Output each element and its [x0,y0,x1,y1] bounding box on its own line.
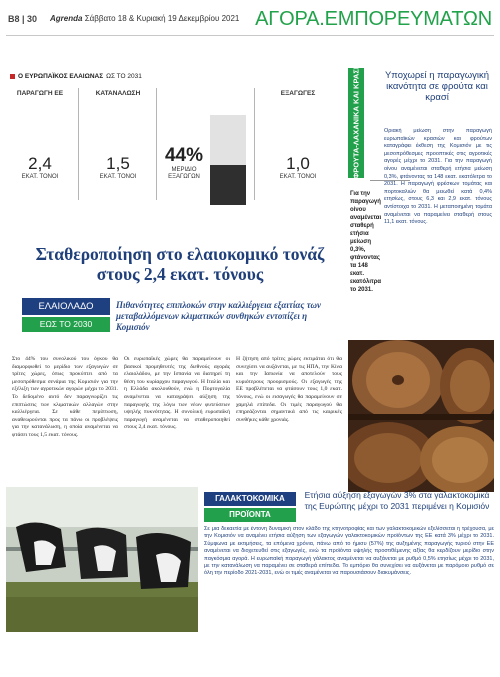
production-stat [10,90,70,200]
tag-until-2030: ΕΩΣ ΤΟ 2030 [22,317,110,332]
divider [156,88,157,200]
export-share-label: ΜΕΡΙΔΙΟ ΕΞΑΓΩΓΩΝ [168,167,200,180]
sidebar-title: Υποχωρεί η παραγωγική ικανότητα σε φρούτα και κρασί [384,70,490,103]
production-unit: ΕΚΑΤ. ΤΟΝΟΙ [21,174,59,180]
olive-infographic [10,70,340,210]
barrels-illustration [348,340,494,492]
tag-products: ΠΡΟΪΟΝΤΑ [204,508,296,522]
consumption-value: 1,5 [106,154,130,173]
tag-olive-oil: ΕΛΑΙΟΛΑΔΟ [22,298,110,315]
dairy-tags [204,492,296,522]
article-column-2: Οι ευρωπαϊκές χώρες θα παραμείνουν οι βασικοί προμηθευτές της διεθνούς αγοράς ελαιολάδου, με την Ισπανία να διατηρεί τη θέση του κυρίαρχου παραγωγού. Η Ιταλία και η Ελλάδα ακολουθούν, ενώ η Πορτογαλία αναμένεται να καταγράψει αύξηση της παραγωγής της λόγω των νέων φυτεύσεων υψηλής πυκνότητας. Η συνολική ευρωπαϊκή παραγωγή αναμένεται να σταθεροποιηθεί στους 2,4 εκατ. τόνους. [124,356,230,431]
divider [78,88,79,200]
red-square-icon [10,74,15,79]
page-header [6,4,494,36]
exports-stat [262,90,334,200]
sidebar-pullquote: Για την παραγωγή οίνου αναμένεται σταθερή ετήσια μείωση 0,3%, φτάνοντας τα 148 εκατ. εκατόλιτρα το 2031. [350,191,382,293]
wine-barrels-photo [348,340,494,492]
sidebar-body: Οριακή μείωση στην παραγωγή ευρωπαϊκών κρασιών και φρούτων καταγράφει έκθεση της Κομισιόν με τις μεσοπρόθεσμες προοπτικές στις αγροτικές αγορές μέχρι το 2031. Για την παραγωγή οίνου αναμένεται σταθερή ετήσια μείωση 0,3%, φτάνοντας τα 148 εκατ. εκατόλιτρα το 2031. Η παραγωγή φρέσκων τομάτας και πορτοκαλιών θα μειωθεί κατά 0,4% ετησίως, στους 6,3 και 2,9 εκατ. τόνους αντίστοιχα το 2031. Η μεταποιημένη τομάτα αναμένεται να παραμείνει σταθερή στους 11,1 εκατ. τόνους. [384,128,492,226]
consumption-unit: ΕΚΑΤ. ΤΟΝΟΙ [99,174,137,180]
dairy-cows-photo [6,487,198,632]
exports-value: 1,0 [286,154,310,173]
tag-dairy: ΓΑΛΑΚΤΟΚΟΜΙΚΑ [204,492,296,506]
exports-unit: ΕΚΑΤ. ΤΟΝΟΙ [279,174,317,180]
consumption-stat [88,90,148,200]
dairy-headline: Ετήσια αύξηση εξαγωγών 3% στα γαλακτοκομικά της Ευρώπης μέχρι το 2031 περιμένει η Κομισιόν [304,490,490,511]
article-tags [22,298,110,332]
consumption-label: ΚΑΤΑΝΑΛΩΣΗ [95,90,141,97]
article-subhead: Πιθανότητες επιπλοκών στην καλλιέργεια εξαιτίας των μεταβαλλόμενων κλιματικών συνθηκών εντοπίζει η Κομισιόν [116,300,321,332]
infographic-title [10,70,142,82]
article-column-1: Στο 44% του συνολικού του όγκου θα διαμορφωθεί το μερίδιο των εξαγωγών σε τρίτες χώρες, όπως προκύπτει από τα μεσοπρόθεσμα σενάρια της Κομισιόν για την εξέλιξη των αγροτικών αγορών μέχρι το 2031. Το δεδομένο αυτό δεν παραγνωρίζει τις επιπτώσεις των κλιματικών αλλαγών στην καλλιέργεια. Σε κάθε περίπτωση, αναθεωρούνται προς τα πάνω οι προβλέψεις για την κατανάλωση, η οποία αναμένεται να φτάσει τους 1,5 εκατ. τόνους. [12,356,118,438]
exports-label: ΕΞΑΓΩΓΕΣ [280,90,316,97]
infographic-title-text: Ο ΕΥΡΩΠΑΪΚΟΣ ΕΛΑΙΩΝΑΣ [18,72,104,80]
export-share-fill [210,165,246,205]
vertical-tab-label: ΦΡΟΥΤΑ-ΛΑΧΑΝΙΚΑ ΚΑΙ ΚΡΑΣΙ [351,67,361,179]
cows-illustration [6,487,198,632]
paper-name: Agrenda [50,14,83,23]
production-value: 2,4 [28,154,52,173]
production-label: ΠΑΡΑΓΩΓΗ ΕΕ [16,90,64,97]
article-column-3: Η ζήτηση από τρίτες χώρες εκτιμάται ότι θα συνεχίσει να αυξάνεται, με τις ΗΠΑ, την Κίνα και την Ιαπωνία να αποτελούν τους κυριότερους προορισμούς. Οι εξαγωγές της ΕΕ προβλέπεται να φτάσουν τους 1,0 εκατ. τόνους, ενώ οι εισαγωγές θα παραμείνουν σε χαμηλά επίπεδα. Οι τιμές παραγωγού θα επηρεάζονται σημαντικά από τις καιρικές συνθήκες κάθε χρονιάς. [236,356,342,423]
section-title: ΑΓΟΡΑ.ΕΜΠΟΡΕΥΜΑΤΩΝ [255,8,492,30]
divider [254,88,255,200]
fruit-wine-sidebar [348,68,492,330]
vertical-tab [348,68,364,178]
infographic-subtitle: ΩΣ ΤΟ 2031 [106,72,142,80]
paper-info [50,14,239,23]
page-number: B8 | 30 [8,14,38,24]
article-headline: Σταθεροποίηση στο ελαιοκομικό τονάζ στους 2,4 εκατ. τόνους [35,244,325,284]
dairy-body: Σε μια δεκαετία με έντονη δυναμική στον κλάδο της κτηνοτροφίας και των γαλακτοκομικών εξελίσσεται η τρέχουσα, με την Κομισιόν να αναμένει ετήσια αύξηση των εξαγωγών γαλακτοκομικών προϊόντων της ΕΕ κατά 3% μέχρι το 2031. Σύμφωνα με εκτιμήσεις, τα επόμενα χρόνια, πάνω από το ήμισυ (57%) της αυξημένης παραγωγής τυριού στην ΕΕ αναμένεται να διοχετευθεί στις εξαγωγές, ενώ τα προϊόντα υψηλής προστιθέμενης αξίας θα κερδίζουν μερίδιο στην παγκόσμια αγορά. Η ευρωπαϊκή παραγωγή γάλακτος αναμένεται να αυξάνεται με ρυθμό 0,5% ετησίως μέχρι το 2031, με την κατανάλωση να παραμένει σε σταθερά επίπεδα. Το εμπόριο θα συνεχίσει να αυξάνεται με παρόμοιο ρυθμό σε όλη την περίοδο 2021-2031, ενώ οι τιμές αναμένεται να παρουσιάσουν διακυμάνσεις. [204,526,494,577]
issue-date: Σάββατο 18 & Κυριακή 19 Δεκεμβρίου 2021 [84,14,240,23]
export-share-bar [210,115,246,205]
export-share-value: 44% [164,145,204,166]
export-share [160,145,208,181]
